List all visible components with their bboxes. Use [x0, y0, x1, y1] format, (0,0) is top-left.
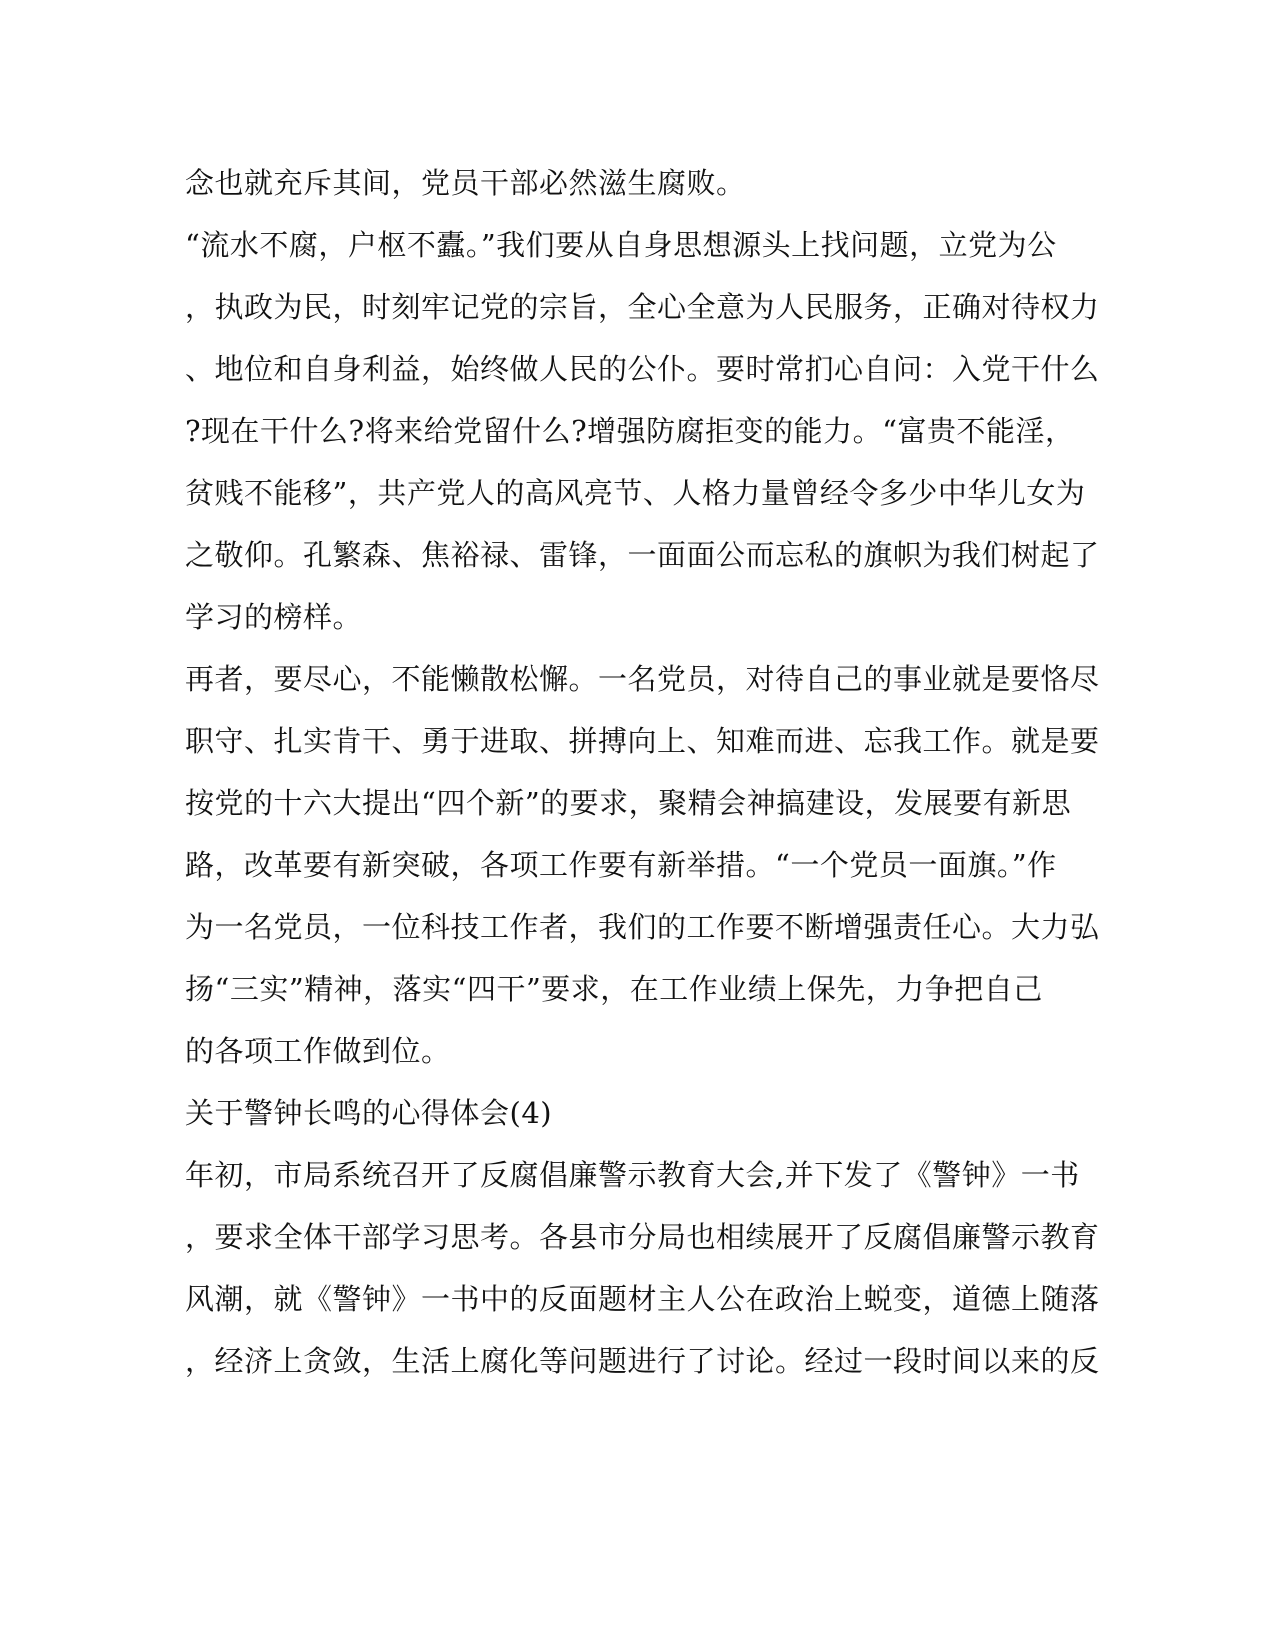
text-line: 念也就充斥其间，党员干部必然滋生腐败。	[185, 166, 746, 200]
text-line: ?现在干什么?将来给党留什么?增强防腐拒变的能力。“富贵不能淫，	[185, 414, 1075, 448]
text-line: 之敬仰。孔繁森、焦裕禄、雷锋，一面面公而忘私的旗帜为我们树起了	[185, 538, 1100, 572]
text-line: 、地位和自身利益，始终做人民的公仆。要时常扪心自问：入党干什么	[185, 352, 1100, 386]
text-line: 年初，市局系统召开了反腐倡廉警示教育大会,并下发了《警钟》一书	[185, 1158, 1080, 1192]
text-line: 职守、扎实肯干、勇于进取、拼搏向上、知难而进、忘我工作。就是要	[185, 724, 1100, 758]
text-line: 扬“三实”精神，落实“四干”要求，在工作业绩上保先，力争把自己	[185, 972, 1043, 1006]
text-line: 再者，要尽心，不能懒散松懈。一名党员，对待自己的事业就是要恪尽	[185, 662, 1100, 696]
text-line: 按党的十六大提出“四个新”的要求，聚精会神搞建设，发展要有新思	[185, 786, 1072, 820]
text-line: 的各项工作做到位。	[185, 1034, 451, 1068]
text-line: ，要求全体干部学习思考。各县市分局也相续展开了反腐倡廉警示教育	[185, 1220, 1100, 1254]
text-line: ，执政为民，时刻牢记党的宗旨，全心全意为人民服务，正确对待权力	[185, 290, 1100, 324]
text-line: 为一名党员，一位科技工作者，我们的工作要不断增强责任心。大力弘	[185, 910, 1100, 944]
text-line: “流水不腐，户枢不蠹。”我们要从自身思想源头上找问题，立党为公	[185, 228, 1057, 262]
text-line: 贫贱不能移”，共产党人的高风亮节、人格力量曾经令多少中华儿女为	[185, 476, 1086, 510]
text-line: 风潮，就《警钟》一书中的反面题材主人公在政治上蜕变，道德上随落	[185, 1282, 1100, 1316]
text-line: ，经济上贪敛，生活上腐化等问题进行了讨论。经过一段时间以来的反	[185, 1344, 1100, 1378]
text-line: 路，改革要有新突破，各项工作要有新举措。“一个党员一面旗。”作	[185, 848, 1057, 882]
text-line: 学习的榜样。	[185, 600, 363, 634]
section-heading: 关于警钟长鸣的心得体会(4)	[185, 1096, 553, 1130]
